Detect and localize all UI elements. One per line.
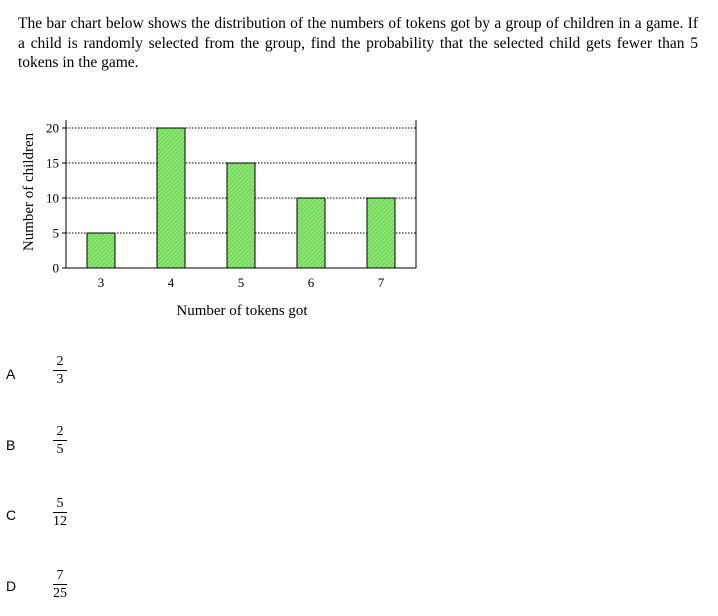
x-tick-label: 5 (237, 275, 245, 290)
fraction-bar (53, 370, 67, 371)
y-tick-label: 20 (46, 120, 59, 136)
y-tick-label: 5 (52, 225, 59, 241)
fraction-bar (53, 440, 67, 441)
bar-4 (157, 128, 185, 268)
bar-3 (87, 233, 115, 268)
option-fraction-c[interactable] (48, 496, 72, 529)
option-letter-b[interactable]: B (6, 437, 16, 453)
fraction-numerator: 2 (56, 424, 64, 439)
bar-6 (297, 198, 325, 268)
option-fraction-d[interactable] (48, 568, 72, 601)
y-tick-label: 0 (52, 260, 59, 276)
bar-7 (367, 198, 395, 268)
bar-chart (0, 100, 718, 330)
bar-5 (227, 163, 255, 268)
option-letter-d[interactable]: D (6, 578, 17, 594)
y-tick-label: 15 (46, 155, 59, 171)
fraction-denominator: 12 (53, 514, 67, 529)
question-text: The bar chart below shows the distribution of the numbers of tokens got by a group of children in a game. If a child is randomly selected from the group, find the probability that the selected child gets fewer than 5 tokens in the game. (18, 15, 698, 71)
option-fraction-b[interactable] (48, 424, 72, 457)
y-tick-label: 10 (46, 190, 59, 206)
x-tick-label: 6 (307, 275, 315, 290)
fraction-numerator: 5 (56, 496, 64, 511)
fraction-denominator: 5 (56, 442, 64, 457)
x-axis-title: Number of tokens got (176, 303, 308, 319)
option-fraction-a[interactable] (48, 354, 72, 387)
x-tick-label: 4 (167, 275, 175, 290)
fraction-numerator: 7 (56, 568, 64, 583)
x-tick-label: 3 (97, 275, 105, 290)
x-tick-label: 7 (377, 275, 385, 290)
y-axis-title: Number of children (21, 132, 37, 252)
fraction-denominator: 25 (53, 586, 67, 601)
fraction-bar (53, 584, 67, 585)
option-letter-a[interactable]: A (6, 366, 16, 382)
fraction-bar (53, 512, 67, 513)
fraction-numerator: 2 (56, 354, 64, 369)
option-letter-c[interactable]: C (6, 507, 17, 523)
fraction-denominator: 3 (56, 372, 64, 387)
